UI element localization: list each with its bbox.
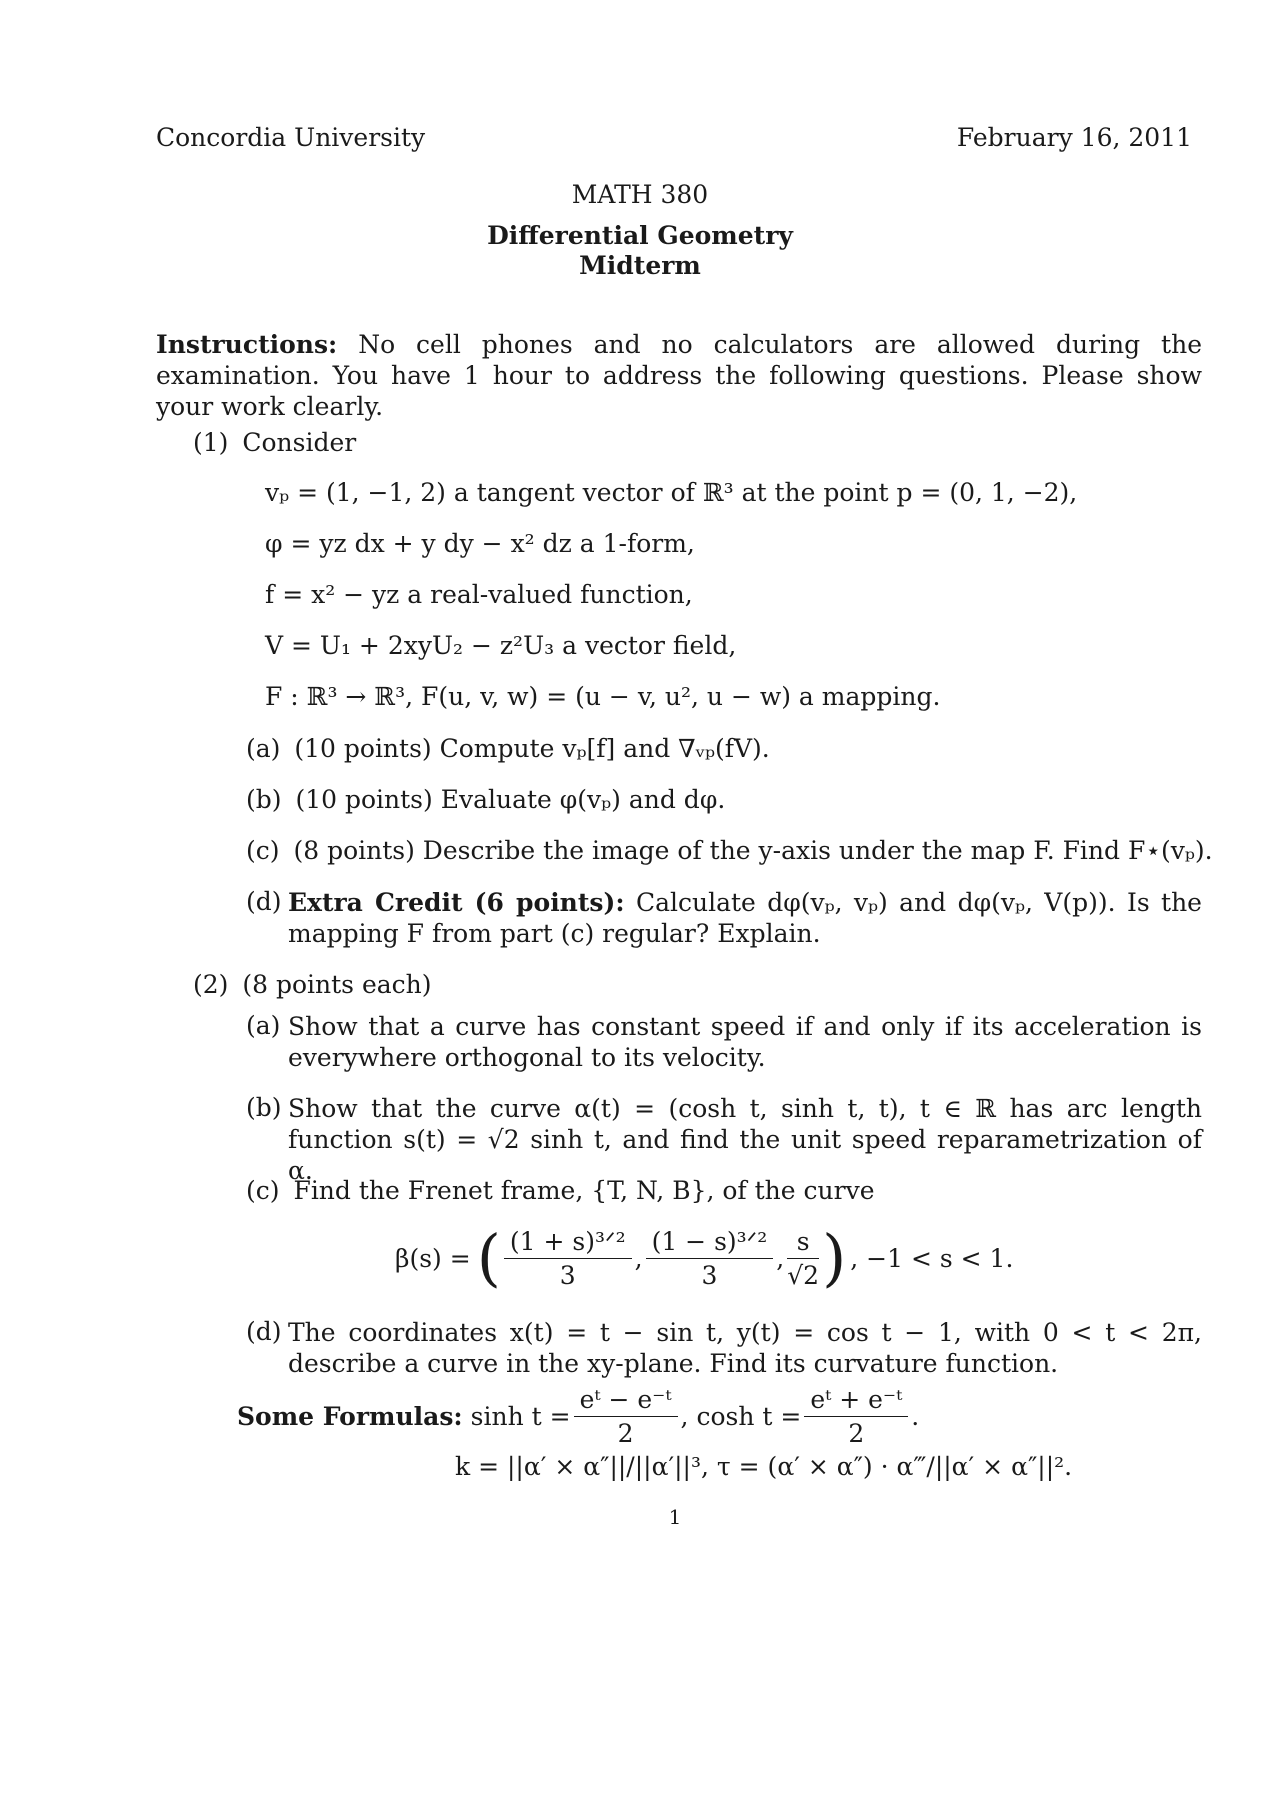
formulas-line-1: Some Formulas: sinh t = $\frac{\text{eᵗ − e⁻ᵗ}}{2}$ , cosh t = $\frac{\text{eᵗ + e⁻ᵗ}}{2}$ . <box>237 1384 920 1448</box>
cosh-lhs: , cosh t = <box>680 1401 802 1431</box>
sinh-frac: $\frac{\text{eᵗ − e⁻ᵗ}}{2}$ <box>574 1385 678 1448</box>
part-label: (d) <box>246 1317 282 1346</box>
exam-date: February 16, 2011 <box>956 123 1192 152</box>
q1-number: (1) <box>193 428 229 457</box>
part-text: Calculate dφ(vₚ, vₚ) and dφ(vₚ, V(p)). Is the mapping F from part (c) regular? Explain. <box>288 888 1202 948</box>
part-label: (c) <box>246 1176 280 1205</box>
q1-def-form: φ = yz dx + y dy − x² dz a 1-form, <box>265 529 695 558</box>
part-text: Show that the curve α(t) = (cosh t, sinh t, t), t ∈ ℝ has arc length function s(t) = √2 sinh t, and find the unit speed reparametrization of α. <box>288 1094 1202 1185</box>
q2-part-b <box>246 1093 1202 1186</box>
q2-number: (2) <box>193 970 229 999</box>
beta-frac-3: $\frac{s}{√2}$ <box>787 1226 820 1290</box>
exam-type: Midterm <box>579 251 701 280</box>
q2-intro: (8 points each) <box>242 970 432 999</box>
part-label: (b) <box>246 785 282 814</box>
q1-heading <box>193 428 356 457</box>
instructions-label: Instructions: <box>156 330 338 359</box>
part-text: The coordinates x(t) = t − sin t, y(t) = cos t − 1, with 0 < t < 2π, describe a curve in the xy-plane. Find its curvature function. <box>288 1318 1202 1378</box>
instructions-text: No cell phones and no calculators are allowed during the examination. You have 1 hour to address the following questions. Please show your work clearly. <box>156 330 1203 421</box>
part-text: (8 points) Describe the image of the y-axis under the map F. Find F⋆(vₚ). <box>293 836 1213 865</box>
part-label: (d) <box>246 887 282 916</box>
part-text: Find the Frenet frame, {T, N, B}, of the curve <box>293 1176 875 1205</box>
institution: Concordia University <box>156 123 426 152</box>
course-subject: Differential Geometry <box>487 221 793 250</box>
q1-def-function: f = x² − yz a real-valued function, <box>265 580 693 609</box>
q1-part-a <box>246 734 770 763</box>
part-label: (a) <box>246 1011 281 1040</box>
beta-equation: β(s) = ( $\frac{\text{(1 + s)³ᐟ²}}{3}$ , $\frac{\text{(1 − s)³ᐟ²}}{3}$ , $\frac{s}{√2}$ ) , −1 < s < 1. <box>395 1221 1014 1294</box>
beta-frac-2: $\frac{\text{(1 − s)³ᐟ²}}{3}$ <box>646 1227 774 1290</box>
q1-def-vector-field: V = U₁ + 2xyU₂ − z²U₃ a vector field, <box>265 631 737 660</box>
course-code: MATH 380 <box>571 180 709 209</box>
extra-credit-label: Extra Credit (6 points): <box>288 888 625 917</box>
beta-lhs: β(s) = <box>395 1243 471 1273</box>
q2-part-a <box>246 1011 1202 1073</box>
left-paren: ( <box>476 1221 501 1294</box>
part-label: (b) <box>246 1093 282 1122</box>
q2-heading <box>193 970 432 999</box>
part-text: (10 points) Evaluate φ(vₚ) and dφ. <box>295 785 726 814</box>
formulas-label: Some Formulas: <box>237 1401 463 1431</box>
part-text: (10 points) Compute vₚ[f] and ∇ᵥₚ(fV). <box>294 734 770 763</box>
q2-part-c <box>246 1176 875 1205</box>
q1-part-b <box>246 785 725 814</box>
q1-def-mapping: F : ℝ³ → ℝ³, F(u, v, w) = (u − v, u², u − w) a mapping. <box>265 682 941 711</box>
q1-part-c <box>246 836 1213 865</box>
part-text: Show that a curve has constant speed if and only if its acceleration is everywhere orthogonal to its velocity. <box>288 1012 1202 1072</box>
beta-frac-1: $\frac{\text{(1 + s)³ᐟ²}}{3}$ <box>504 1227 632 1290</box>
q1-part-d <box>246 887 1202 949</box>
q1-intro: Consider <box>242 428 357 457</box>
instructions <box>156 329 1202 422</box>
part-label: (a) <box>246 734 281 763</box>
right-paren: ) <box>822 1221 847 1294</box>
sinh-lhs: sinh t = <box>470 1401 571 1431</box>
formulas-line-2: k = ||α′ × α″||/||α′||³, τ = (α′ × α″) · α‴/||α′ × α″||². <box>455 1452 1073 1481</box>
beta-range: , −1 < s < 1. <box>850 1243 1014 1273</box>
page-number: 1 <box>668 1505 682 1529</box>
q2-part-d <box>246 1317 1202 1379</box>
q1-def-vector: vₚ = (1, −1, 2) a tangent vector of ℝ³ at the point p = (0, 1, −2), <box>265 478 1078 507</box>
part-label: (c) <box>246 836 280 865</box>
cosh-frac: $\frac{\text{eᵗ + e⁻ᵗ}}{2}$ <box>804 1385 908 1448</box>
